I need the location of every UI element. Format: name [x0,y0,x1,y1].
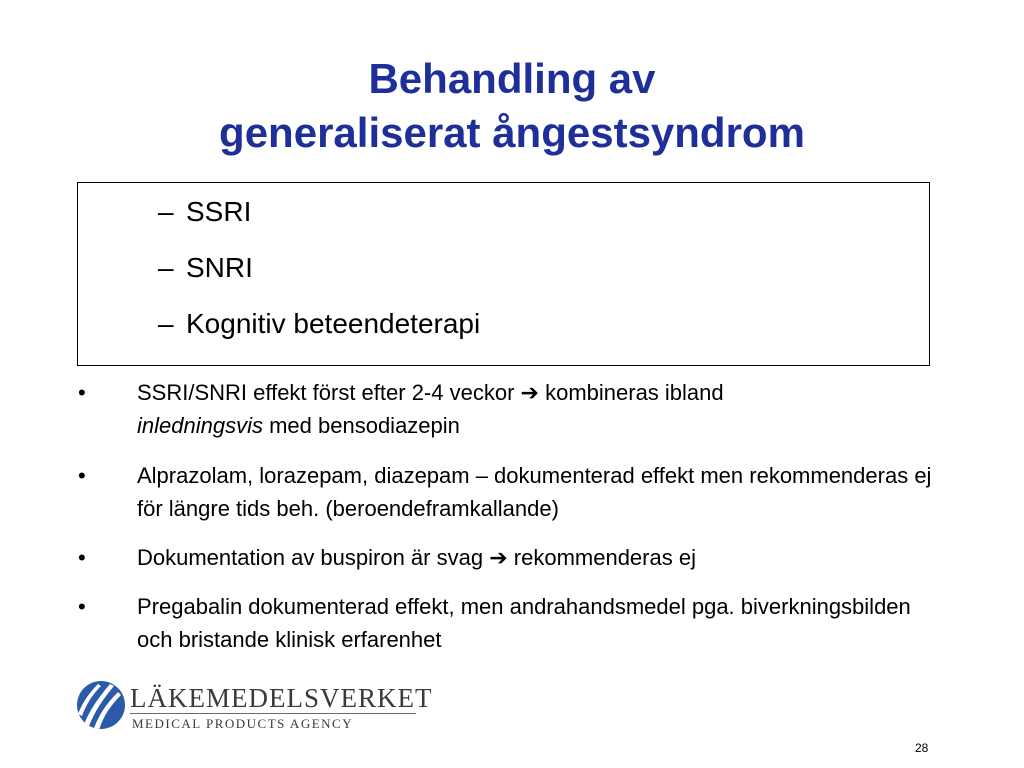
bullet-text-part: kombineras ibland [545,380,724,405]
slide-title-line-1: Behandling av [368,55,656,102]
box-item-kbt [158,307,480,341]
treatment-box [77,182,930,366]
box-item-ssri [158,195,251,229]
lakemedelsverket-logo [76,680,436,736]
bullet-text-part: med bensodiazepin [269,413,460,438]
bullet-text-part: SSRI/SNRI effekt först efter 2-4 veckor [137,380,515,405]
bullet-marker: • [78,594,86,619]
bullet-text: Alprazolam, lorazepam, diazepam – dokumenterad effekt men rekommenderas ej för längre tids beh. (beroendeframkallande) [137,463,932,521]
dash-marker: – [158,196,174,227]
bullet-text-part: Dokumentation av buspiron är svag [137,545,484,570]
dash-marker: – [158,308,174,339]
bullet-marker: • [78,380,86,405]
lakemedelsverket-logo-icon [76,680,126,730]
box-item-snri [158,251,253,285]
dash-marker: – [158,252,174,283]
bullet-text [137,541,947,574]
slide-title [0,52,1024,160]
box-item-label: SSRI [186,196,252,227]
bullet-text [137,376,947,442]
logo-divider [130,713,416,714]
page-number: 28 [915,741,929,755]
bullet-text: Pregabalin dokumenterad effekt, men andrahandsmedel pga. biverkningsbilden och bristande klinisk erfarenhet [137,594,911,652]
logo-subtitle: MEDICAL PRODUCTS AGENCY [132,716,354,731]
bullet-marker: • [78,463,86,488]
bullet-text-part: rekommenderas ej [513,545,696,570]
box-item-label: Kognitiv beteendeterapi [186,308,481,339]
slide-title-line-2: generaliserat ångestsyndrom [219,109,805,156]
logo-name: LÄKEMEDELSVERKET [130,683,433,713]
right-arrow-icon: ➔ [520,380,539,405]
bullet-marker: • [78,545,86,570]
box-item-label: SNRI [186,252,253,283]
right-arrow-icon: ➔ [489,545,508,570]
bullet-text-italic: inledningsvis [137,413,263,438]
